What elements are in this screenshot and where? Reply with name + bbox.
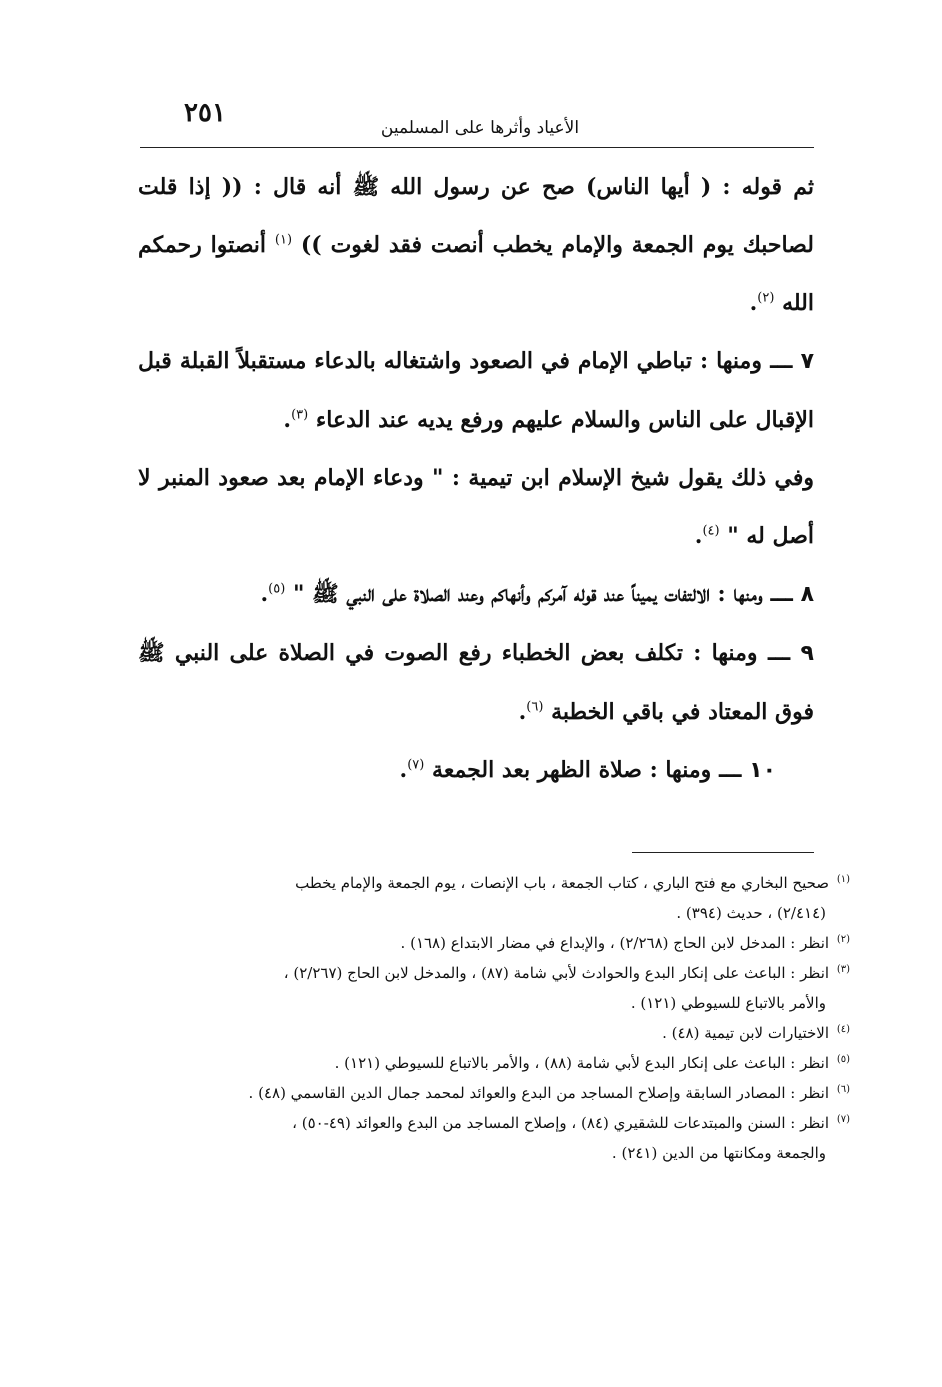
footnote-text: انظر : المصادر السابقة وإصلاح المساجد من البدع والعوائد لمحمد جمال الدين القاسمي (٤٨) . bbox=[248, 1084, 830, 1102]
footnote-text: انظر : الباعث على إنكار البدع لأبي شامة (٨٨) ، والأمر بالاتباع للسيوطي (١٢١) . bbox=[334, 1054, 830, 1072]
paragraph-text: لصاحبك يوم الجمعة والإمام يخطب أنصت فقد لغوت )) bbox=[300, 232, 814, 258]
paragraph-text: ثم قوله : ( أيها الناس) صح عن رسول الله ﷺ أنه قال : (( إذا قلت bbox=[138, 174, 814, 200]
list-item: ٩ ـــ ومنها : تكلف بعض الخطباء رفع الصوت في الصلاة على النبي ﷺ فوق المعتاد في باقي الخطبة $^{(٦)}$. bbox=[138, 640, 814, 725]
footnote-reference[interactable]: (١) bbox=[274, 232, 293, 248]
footnote-text: انظر : المدخل لابن الحاج (٢/٢٦٨) ، والإبداع في مضار الابتداع (١٦٨) . bbox=[400, 934, 830, 952]
footnote-reference[interactable]: (٢) bbox=[757, 290, 775, 306]
paragraph-citation: وفي ذلك يقول شيخ الإسلام ابن تيمية : " ودعاء الإمام بعد صعود المنبر لا أصل له " $^{(٤)}$. bbox=[138, 465, 814, 549]
paragraph-text: أنصتوا bbox=[210, 232, 267, 258]
footnote-reference[interactable]: (٣) bbox=[291, 407, 309, 423]
footnote-separator bbox=[632, 852, 814, 853]
list-item: ١٠ ـــ ومنها : صلاة الظهر بعد الجمعة $^{(٧)}$. bbox=[399, 757, 776, 783]
footnote-marker: (٢) bbox=[836, 934, 850, 945]
page-number: ٢٥١ bbox=[184, 98, 226, 128]
footnote-text: والأمر بالاتباع للسيوطي (١٢١) . bbox=[630, 994, 826, 1012]
footnote-reference[interactable]: (٧) bbox=[407, 757, 425, 773]
item-number: ١٠ ـــ bbox=[718, 758, 776, 783]
footnote bbox=[138, 868, 850, 928]
footnote bbox=[138, 1078, 850, 1108]
footnote-reference[interactable]: (٦) bbox=[526, 699, 544, 715]
footnote-reference[interactable]: (٥) bbox=[268, 581, 286, 597]
footnote bbox=[138, 1048, 850, 1078]
footnote-marker: (٥) bbox=[836, 1054, 850, 1065]
footnote-text: انظر : السنن والمبتدعات للشقيري (٨٤) ، وإصلاح المساجد من البدع والعوائد (٤٩-٥٠) ، bbox=[292, 1114, 830, 1132]
footnote-text: والجمعة ومكانتها من الدين (٢٤١) . bbox=[611, 1144, 826, 1162]
footnote bbox=[138, 928, 850, 958]
item-text: ومنها : صلاة الظهر بعد الجمعة bbox=[432, 757, 712, 783]
footnote-marker: (٤) bbox=[836, 1024, 850, 1035]
footnote bbox=[138, 958, 850, 1018]
item-number: ٨ ـــ bbox=[770, 582, 814, 607]
item-text: ومنها : تكلف بعض الخطباء رفع الصوت في الصلاة على النبي ﷺ فوق المعتاد في باقي الخطبة bbox=[138, 640, 814, 725]
running-header: الأعياد وأثرها على المسلمين bbox=[380, 118, 580, 138]
footnote-reference[interactable]: (٤) bbox=[702, 523, 720, 539]
footnote bbox=[138, 1108, 850, 1168]
paragraph-text: وفي ذلك يقول شيخ الإسلام ابن تيمية : " ودعاء الإمام بعد صعود المنبر لا أصل له " bbox=[138, 465, 814, 549]
footnote-text: الاختيارات لابن تيمية (٤٨) . bbox=[662, 1024, 830, 1042]
footnote-text: صحيح البخاري مع فتح الباري ، كتاب الجمعة ، باب الإنصات ، يوم الجمعة والإمام يخطب bbox=[295, 874, 830, 892]
list-item: ٧ ـــ ومنها : تباطي الإمام في الصعود واشتغاله بالدعاء مستقبلاً القبلة قبل الإقبال على الناس والسلام عليهم ورفع يديه عند الدعاء $^{(٣)}$. bbox=[138, 348, 814, 433]
footnote bbox=[138, 1018, 850, 1048]
footnote-marker: (١) bbox=[836, 874, 850, 885]
footnote-marker: (٧) bbox=[836, 1114, 850, 1125]
main-text bbox=[138, 158, 814, 800]
footnote-marker: (٣) bbox=[836, 964, 850, 975]
list-item: ٨ ـــ ومنها : الالتفات يميناً عند قوله آمركم وأنهاكم وعند الصلاة على النبي ﷺ " $^{(٥)}$. bbox=[260, 581, 814, 607]
paragraph-text: رحمكم الله bbox=[138, 232, 814, 316]
item-text: ومنها : الالتفات يميناً عند قوله آمركم وأنهاكم وعند الصلاة على النبي ﷺ " bbox=[292, 581, 763, 607]
footnote-marker: (٦) bbox=[836, 1084, 850, 1095]
item-text: ومنها : تباطي الإمام في الصعود واشتغاله بالدعاء مستقبلاً القبلة قبل الإقبال على الناس والسلام عليهم ورفع يديه عند الدعاء bbox=[138, 348, 814, 433]
footnote-text: (٢/٤١٤) ، حديث (٣٩٤) . bbox=[676, 904, 826, 922]
item-number: ٧ ـــ bbox=[769, 349, 814, 374]
footnotes-section bbox=[138, 868, 850, 1168]
paragraph-quote: ثم قوله : ( أيها الناس) صح عن رسول الله ﷺ أنه قال : (( إذا قلت لصاحبك يوم الجمعة والإمام يخطب أنصت فقد لغوت )) $^{(١)}$ أنصتوا رحمكم الله $^{(٢)}$. bbox=[138, 174, 814, 316]
header-rule bbox=[140, 147, 814, 148]
item-number: ٩ ـــ bbox=[767, 641, 814, 666]
footnote-text: انظر : الباعث على إنكار البدع والحوادث لأبي شامة (٨٧) ، والمدخل لابن الحاج (٢/٢٦٧) ، bbox=[283, 964, 830, 982]
